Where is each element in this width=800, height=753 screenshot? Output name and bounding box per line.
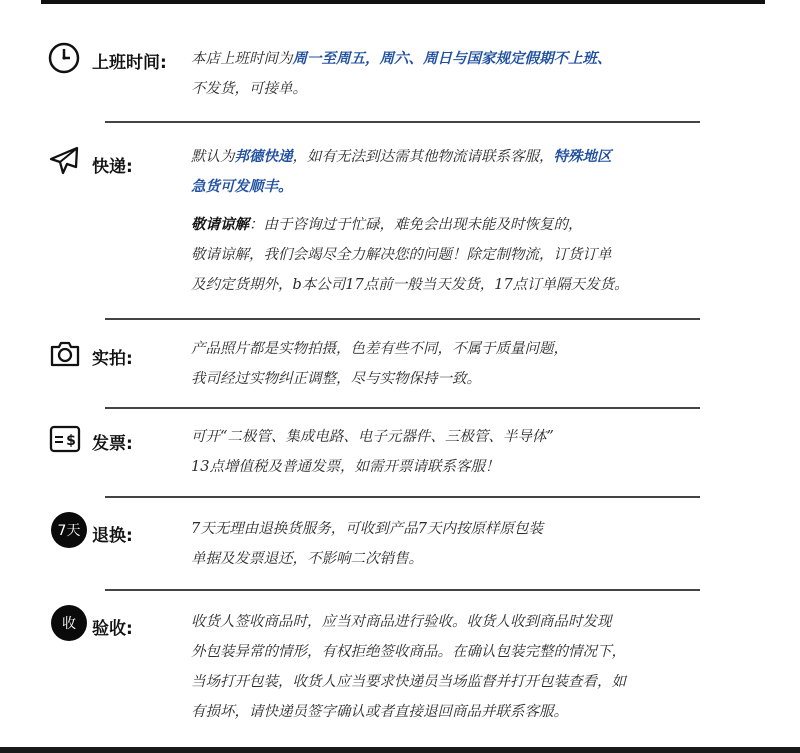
divider [105,318,700,320]
invoice-label: 发票: [92,434,133,454]
express-note: 敬请谅解：由于咨询过于忙碌，难免会出现未能及时恢复的， 敬请谅解，我们会竭尽全力解决您的问题！除定制物流，订货订单 及约定货期外，b本公司17点前一般当天发货，17点订单隔天发货。 [191,216,629,293]
clock-icon [48,42,80,74]
invoice-text: 可开“二极管、集成电路、电子元器件、三极管、半导体” 13点增值税及普通发票，如需开票请联系客服！ [191,429,554,475]
hours-label: 上班时间: [92,53,167,73]
divider [105,589,700,591]
hours-text: 本店上班时间为周一至周五，周六、周日与国家规定假期不上班、 不发货，可接单。 [191,50,612,97]
divider [105,407,700,409]
divider [105,121,700,123]
express-text: 默认为邦德快递，如有无法到达需其他物流请联系客服，特殊地区 急货可发顺丰。 [191,148,612,195]
photo-text: 产品照片都是实物拍摄，色差有些不同，不属于质量问题， 我司经过实物纠正调整，尽与实物保持一致。 [191,341,568,387]
express-label: 快递: [92,157,133,177]
returns-label: 退换: [92,526,133,546]
returns-text: 7天无理由退换货服务，可收到产品7天内按原样原包装 单据及发票退还，不影响二次销售。 [191,521,543,567]
airplane-icon [48,145,80,177]
bottom-border [0,747,800,753]
inspect-badge: 收 [51,605,87,641]
inspect-label: 验收: [92,619,133,639]
top-border [41,0,765,4]
camera-icon [49,338,81,370]
divider [105,496,700,498]
svg-text:$: $ [66,433,76,449]
photo-label: 实拍: [92,349,133,369]
seven-day-badge: 7天 [51,512,87,548]
inspect-text: 收货人签收商品时，应当对商品进行验收。收货人收到商品时发现 外包装异常的情形，有权拒绝签收商品。在确认包装完整的情况下， 当场打开包装，收货人应当要求快递员当场监督并打开包装查看，如 有损坏，请快递员签字确认或者直接退回商品并联系客服。 [191,614,626,720]
invoice-icon [49,423,81,455]
